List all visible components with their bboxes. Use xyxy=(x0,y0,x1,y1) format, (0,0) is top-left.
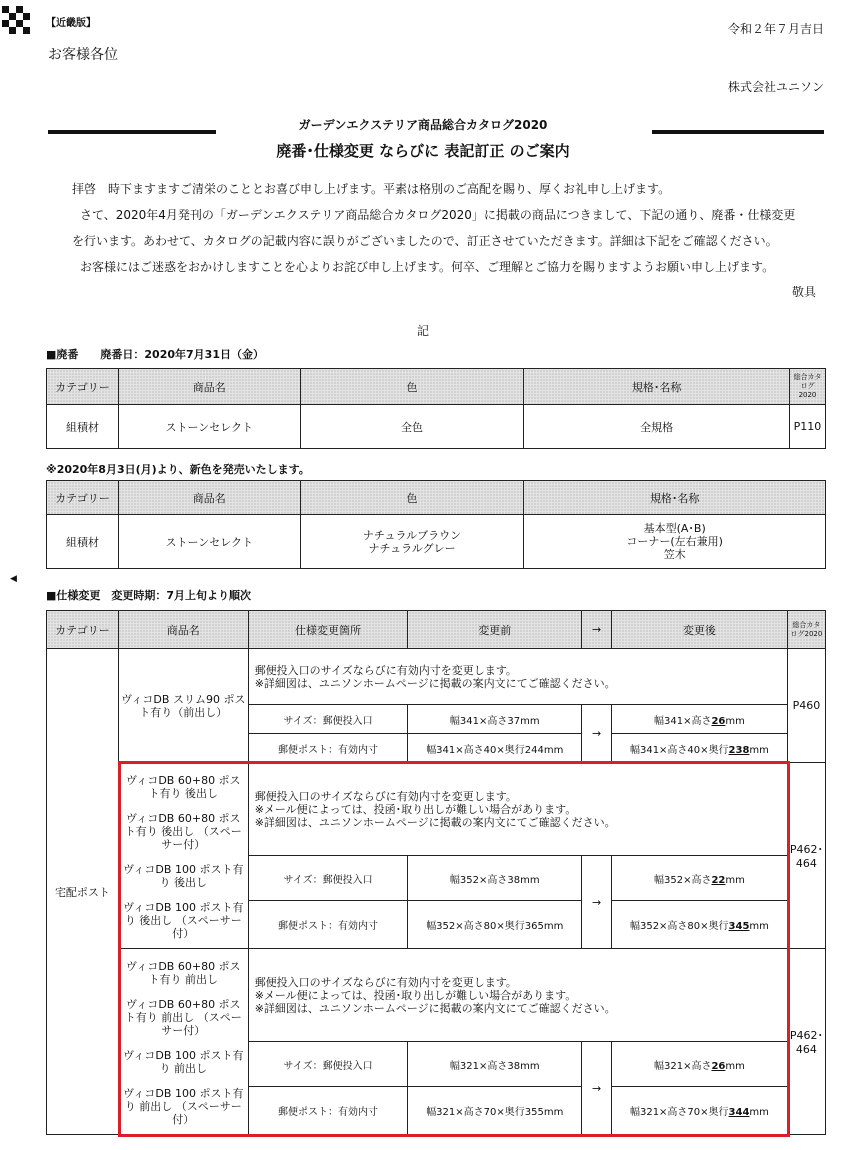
spec-1: 基本型(A･B) xyxy=(643,522,706,535)
product-cell: ストーンセレクト xyxy=(118,405,300,449)
note-line: 郵便投入口のサイズならびに有効内寸を変更します。 xyxy=(254,663,517,677)
after-cell: 幅352×高さ80×奥行345mm xyxy=(612,901,788,949)
product-cell xyxy=(118,763,248,949)
page-cell: P110 xyxy=(789,405,825,449)
product-name: ヴィコDB スリム90 ポスト有り（前出し） xyxy=(121,692,246,719)
issue-date: 令和２年７月吉日 xyxy=(727,22,824,36)
table-row xyxy=(47,763,826,856)
notes-cell xyxy=(248,763,787,856)
note-line: 郵便投入口のサイズならびに有効内寸を変更します。 xyxy=(254,975,517,989)
col-location: 仕様変更箇所 xyxy=(248,611,408,649)
spec-change-heading: ■仕様変更 変更時期：7月上旬より順次 xyxy=(46,589,252,602)
col-category: カテゴリー xyxy=(47,481,119,515)
col-before: 変更前 xyxy=(408,611,582,649)
before-cell: 幅321×高さ38mm xyxy=(408,1042,582,1087)
after-cell: 幅321×高さ26mm xyxy=(612,1042,788,1087)
before-cell: 幅321×高さ70×奥行355mm xyxy=(408,1087,582,1135)
note-line: ※メール便によっては、投函･取り出しが難しい場合があります。 xyxy=(254,988,577,1002)
col-catalog: 総合カタログ2020 xyxy=(789,369,825,405)
location-cell: サイズ：郵便投入口 xyxy=(248,856,408,901)
col-category: カテゴリー xyxy=(47,369,119,405)
region-badge: 【近畿版】 xyxy=(46,18,96,29)
before-cell: 幅341×高さ40×奥行244mm xyxy=(408,734,582,763)
left-triangle-icon: ◀ xyxy=(10,574,17,584)
spec-cell: 全規格 xyxy=(524,405,790,449)
color-cell: 全色 xyxy=(300,405,524,449)
body-paragraph-3: お客様にはご迷惑をおかけしますことを心よりお詫び申し上げます。何卒、ご理解とご協力を賜りますようお願い申し上げます。 xyxy=(80,260,775,274)
after-cell: 幅321×高さ70×奥行344mm xyxy=(612,1087,788,1135)
product-cell: ストーンセレクト xyxy=(118,515,300,569)
product-name: ヴィコDB 100 ポスト有り 前出し xyxy=(123,1048,244,1075)
catalog-title: ガーデンエクステリア商品総合カタログ2020 xyxy=(298,118,548,132)
col-color: 色 xyxy=(300,481,524,515)
product-name: ヴィコDB 60+80 ポスト有り 前出し xyxy=(126,959,241,986)
col-spec: 規格･名称 xyxy=(524,369,790,405)
location-cell: 郵便ポスト：有効内寸 xyxy=(248,901,408,949)
spec-change-table xyxy=(46,610,826,1135)
after-cell: 幅341×高さ26mm xyxy=(612,705,788,734)
col-spec: 規格･名称 xyxy=(524,481,826,515)
category-cell: 宅配ポスト xyxy=(47,649,119,1135)
table-row xyxy=(47,649,826,705)
category-cell: 組積材 xyxy=(47,405,119,449)
product-name: ヴィコDB 60+80 ポスト有り 後出し （スペーサー付） xyxy=(124,811,242,851)
table-row xyxy=(47,405,826,449)
col-arrow: → xyxy=(582,611,612,649)
body-paragraph-2b: を行います。あわせて、カタログの記載内容に誤りがございましたので、訂正させていただきます。詳細は下記をご確認ください。 xyxy=(72,234,778,248)
product-cell xyxy=(118,649,248,763)
location-cell: サイズ：郵便投入口 xyxy=(248,1042,408,1087)
before-cell: 幅341×高さ37mm xyxy=(408,705,582,734)
closing: 敬具 xyxy=(791,285,816,299)
col-product: 商品名 xyxy=(118,611,248,649)
page-cell: P460 xyxy=(787,649,825,763)
col-catalog: 総合カタログ2020 xyxy=(787,611,825,649)
after-cell: 幅352×高さ22mm xyxy=(612,856,788,901)
col-color: 色 xyxy=(300,369,524,405)
note-line: 郵便投入口のサイズならびに有効内寸を変更します。 xyxy=(254,789,517,803)
notes-cell xyxy=(248,649,787,705)
page-title: 廃番･仕様変更 ならびに 表記訂正 のご案内 xyxy=(276,142,570,160)
arrow-cell: → xyxy=(582,705,612,763)
company-logo-mark xyxy=(2,6,32,36)
notes-cell xyxy=(248,949,787,1042)
table-row xyxy=(47,515,826,569)
spec-cell xyxy=(524,515,826,569)
product-name: ヴィコDB 60+80 ポスト有り 前出し （スペーサー付） xyxy=(124,997,242,1037)
location-cell: 郵便ポスト：有効内寸 xyxy=(248,1087,408,1135)
before-cell: 幅352×高さ38mm xyxy=(408,856,582,901)
product-name: ヴィコDB 100 ポスト有り 後出し （スペーサー付） xyxy=(123,900,244,940)
arrow-cell: → xyxy=(582,856,612,949)
discontinued-heading: ■廃番 廃番日：2020年7月31日（金） xyxy=(46,348,264,361)
spec-2: コーナー(左右兼用) xyxy=(626,535,723,548)
ki-heading: 記 xyxy=(416,324,429,338)
company-name: 株式会社ユニソン xyxy=(727,80,824,94)
product-cell xyxy=(118,949,248,1135)
product-name: ヴィコDB 100 ポスト有り 前出し （スペーサー付） xyxy=(123,1086,244,1126)
discontinued-table xyxy=(46,368,826,449)
arrow-cell: → xyxy=(582,1042,612,1135)
new-color-heading: ※2020年8月3日(月)より、新色を発売いたします。 xyxy=(46,463,310,476)
note-line: ※メール便によっては、投函･取り出しが難しい場合があります。 xyxy=(254,802,577,816)
color-2: ナチュラルグレー xyxy=(368,541,456,555)
color-1: ナチュラルブラウン xyxy=(362,528,462,542)
col-product: 商品名 xyxy=(118,369,300,405)
page-cell: P462･464 xyxy=(787,763,825,949)
location-cell: 郵便ポスト：有効内寸 xyxy=(248,734,408,763)
recipient: お客様各位 xyxy=(48,47,118,63)
color-cell xyxy=(300,515,524,569)
location-cell: サイズ：郵便投入口 xyxy=(248,705,408,734)
before-cell: 幅352×高さ80×奥行365mm xyxy=(408,901,582,949)
body-paragraph-2a: さて、2020年4月発刊の「ガーデンエクステリア商品総合カタログ2020」に掲載の商品につきまして、下記の通り、廃番・仕様変更 xyxy=(80,208,796,222)
product-name: ヴィコDB 100 ポスト有り 後出し xyxy=(123,862,244,889)
category-cell: 組積材 xyxy=(47,515,119,569)
body-paragraph-1: 拝啓 時下ますますご清栄のこととお喜び申し上げます。平素は格別のご高配を賜り、厚くお礼申し上げます。 xyxy=(72,182,671,196)
col-product: 商品名 xyxy=(118,481,300,515)
note-line: ※詳細図は、ユニソンホームページに掲載の案内文にてご確認ください。 xyxy=(254,676,616,690)
note-line: ※詳細図は、ユニソンホームページに掲載の案内文にてご確認ください。 xyxy=(254,1001,616,1015)
product-name: ヴィコDB 60+80 ポスト有り 後出し xyxy=(126,773,241,800)
note-line: ※詳細図は、ユニソンホームページに掲載の案内文にてご確認ください。 xyxy=(254,815,616,829)
after-cell: 幅341×高さ40×奥行238mm xyxy=(612,734,788,763)
page-cell: P462･464 xyxy=(787,949,825,1135)
col-after: 変更後 xyxy=(612,611,788,649)
col-category: カテゴリー xyxy=(47,611,119,649)
spec-3: 笠木 xyxy=(663,548,686,561)
table-row xyxy=(47,949,826,1042)
new-color-table xyxy=(46,480,826,569)
